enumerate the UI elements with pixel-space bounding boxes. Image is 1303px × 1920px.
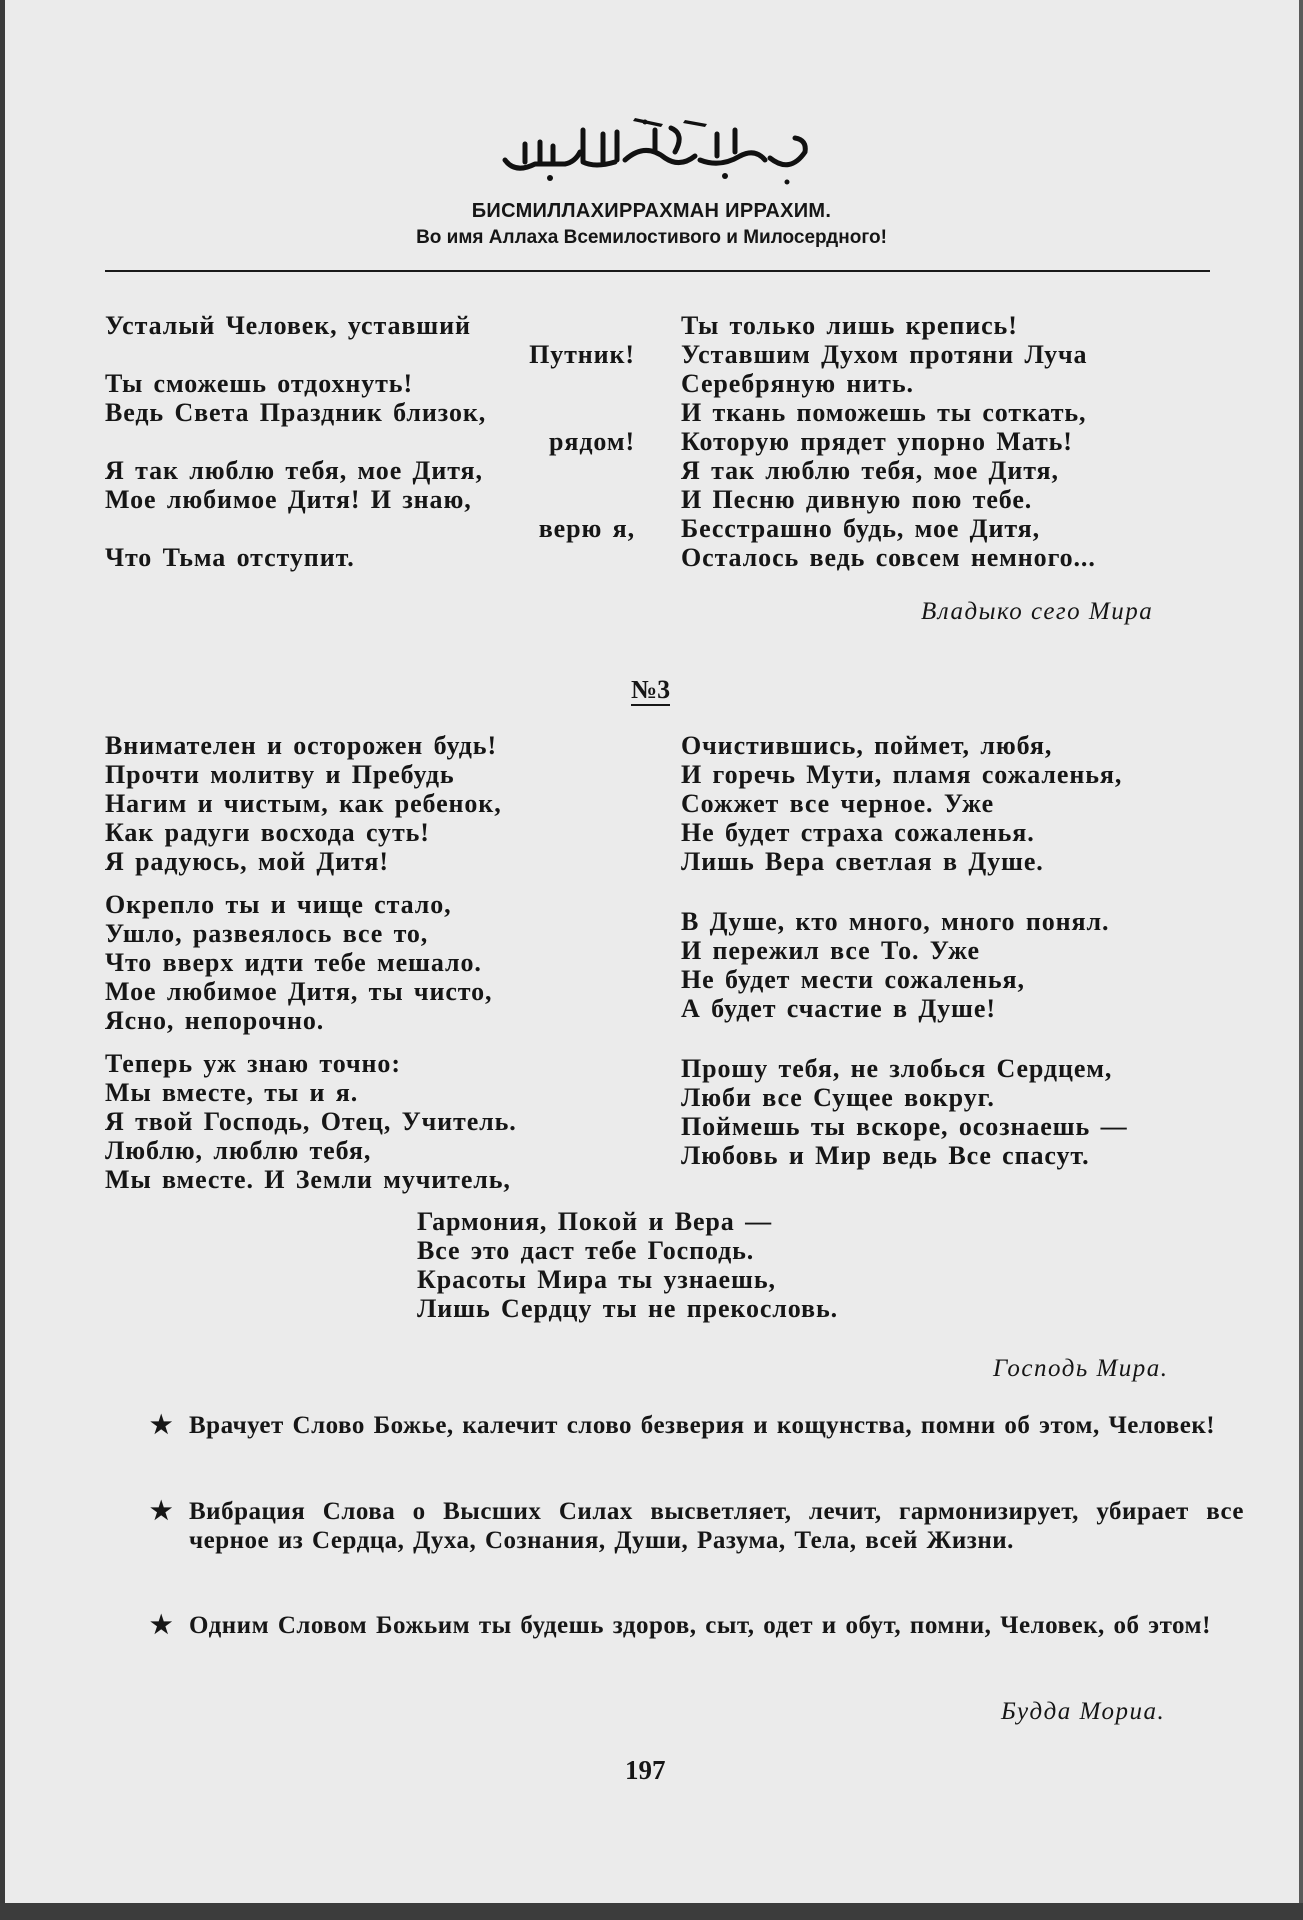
verse-line: Я так люблю тебя, мое Дитя, xyxy=(681,456,1059,485)
stanza-gap xyxy=(105,876,665,890)
page-number: 197 xyxy=(625,1755,666,1785)
verse-line: Я так люблю тебя, мое Дитя, xyxy=(105,456,483,485)
verse-line: А будет счастие в Душе! xyxy=(681,994,996,1023)
verse-line: Гармония, Покой и Вера — xyxy=(417,1207,772,1236)
verse-line: Не будет страха сожаленья. xyxy=(681,818,1035,847)
saying-text: Врачует Слово Божье, калечит слово безверия и кощунства, помни об этом, Человек! xyxy=(189,1412,1216,1439)
poem3-signature: Господь Мира. xyxy=(993,1355,1169,1382)
verse-line: Прошу тебя, не злобься Сердцем, xyxy=(681,1054,1113,1083)
verse-line: В Душе, кто много, много понял. xyxy=(681,907,1110,936)
verse-line: Внимателен и осторожен будь! xyxy=(105,731,498,760)
basmala-arabic-text: بِسْمِ ٱللَّهِ ٱلرَّحْمَٰنِ ٱلرَّحِيمِ xyxy=(495,112,507,113)
verse-line: И пережил все То. Уже xyxy=(681,936,980,965)
verse-line: Не будет мести сожаленья, xyxy=(681,965,1025,994)
poem1-left-column xyxy=(105,311,635,572)
verse-line: верю я, xyxy=(538,514,635,543)
verse-line: Как радуги восхода суть! xyxy=(105,818,430,847)
verse-line: Мое любимое Дитя, ты чисто, xyxy=(105,977,493,1006)
poem1-right-column xyxy=(681,311,1211,572)
verse-line: Ушло, развеялось все то, xyxy=(105,919,429,948)
stanza-gap xyxy=(681,876,1211,907)
page-edge-left xyxy=(0,0,5,1920)
star-icon: ★ xyxy=(150,1498,173,1525)
saying-item xyxy=(150,1611,1244,1640)
poem1-signature: Владыко сего Мира xyxy=(921,598,1154,625)
verse-line: Что вверх идти тебе мешало. xyxy=(105,948,482,977)
verse-line: Ясно, непорочно. xyxy=(105,1006,325,1035)
verse-line: Любовь и Мир ведь Все спасут. xyxy=(681,1141,1090,1170)
verse-line: Лишь Вера светлая в Душе. xyxy=(681,847,1044,876)
verse-line: Серебряную нить. xyxy=(681,369,914,398)
verse-line: Которую прядет упорно Мать! xyxy=(681,427,1073,456)
verse-line: Прочти молитву и Пребудь xyxy=(105,760,455,789)
stanza-gap xyxy=(105,1035,665,1049)
verse-line: Поймешь ты вскоре, осознаешь — xyxy=(681,1112,1128,1141)
star-icon: ★ xyxy=(150,1612,173,1639)
verse-line: Я твой Господь, Отец, Учитель. xyxy=(105,1107,517,1136)
verse-line: И горечь Мути, пламя сожаленья, xyxy=(681,760,1123,789)
verse-line: И Песню дивную пою тебе. xyxy=(681,485,1033,514)
verse-line: Мы вместе. И Земли мучитель, xyxy=(105,1165,511,1194)
verse-line: Ты только лишь крепись! xyxy=(681,311,1018,340)
saying-item xyxy=(150,1411,1244,1440)
verse-line: И ткань поможешь ты соткать, xyxy=(681,398,1087,427)
star-icon: ★ xyxy=(150,1412,173,1439)
sayings-signature: Будда Мориа. xyxy=(1001,1698,1166,1725)
header-rule xyxy=(105,270,1210,272)
poem3-right-column xyxy=(681,731,1211,1170)
stanza-gap xyxy=(681,1023,1211,1054)
verse-line: Красоты Мира ты узнаешь, xyxy=(417,1265,776,1294)
verse-line: Мы вместе, ты и я. xyxy=(105,1078,359,1107)
basmala-calligraphy xyxy=(495,112,815,192)
verse-line: Осталось ведь совсем немного... xyxy=(681,543,1096,572)
verse-line: Нагим и чистым, как ребенок, xyxy=(105,789,502,818)
verse-line: Я радуюсь, мой Дитя! xyxy=(105,847,389,876)
verse-line: Мое любимое Дитя! И знаю, xyxy=(105,485,472,514)
verse-line: Путник! xyxy=(529,340,635,369)
verse-line: Люблю, люблю тебя, xyxy=(105,1136,372,1165)
verse-line: Бесстрашно будь, мое Дитя, xyxy=(681,514,1041,543)
saying-item xyxy=(150,1497,1244,1555)
page-edge-bottom xyxy=(0,1903,1303,1920)
verse-line: рядом! xyxy=(549,427,635,456)
saying-text: Одним Словом Божьим ты будешь здоров, сыт, одет и обут, помни, Человек, об этом! xyxy=(189,1612,1211,1639)
poem3-left-column xyxy=(105,731,665,1194)
verse-line: Люби все Сущее вокруг. xyxy=(681,1083,995,1112)
verse-line: Лишь Сердцу ты не прекословь. xyxy=(417,1294,839,1323)
verse-line: Что Тьма отступит. xyxy=(105,543,355,572)
verse-line: Окрепло ты и чище стало, xyxy=(105,890,452,919)
verse-line: Ты сможешь отдохнуть! xyxy=(105,369,414,398)
verse-line: Очистившись, поймет, любя, xyxy=(681,731,1053,760)
page-edge-right xyxy=(1299,0,1303,1920)
verse-line: Теперь уж знаю точно: xyxy=(105,1049,401,1078)
basmala-translation: Во имя Аллаха Всемилостивого и Милосердного! xyxy=(416,227,887,248)
basmala-transliteration: БИСМИЛЛАХИРРАХМАН ИРРАХИМ. xyxy=(471,200,832,222)
verse-line: Усталый Человек, уставший xyxy=(105,311,471,340)
verse-line: Уставшим Духом протяни Луча xyxy=(681,340,1088,369)
poem-number: №3 xyxy=(631,675,671,704)
verse-line: Ведь Света Праздник близок, xyxy=(105,398,487,427)
verse-line: Сожжет все черное. Уже xyxy=(681,789,995,818)
poem3-center-stanza xyxy=(417,1207,917,1323)
verse-line: Все это даст тебе Господь. xyxy=(417,1236,755,1265)
saying-text: Вибрация Слова о Высших Силах высветляет, лечит, гармонизирует, убирает все черное из Сердца, Духа, Сознания, Души, Разума, Тела, всей Жизни. xyxy=(189,1498,1244,1554)
